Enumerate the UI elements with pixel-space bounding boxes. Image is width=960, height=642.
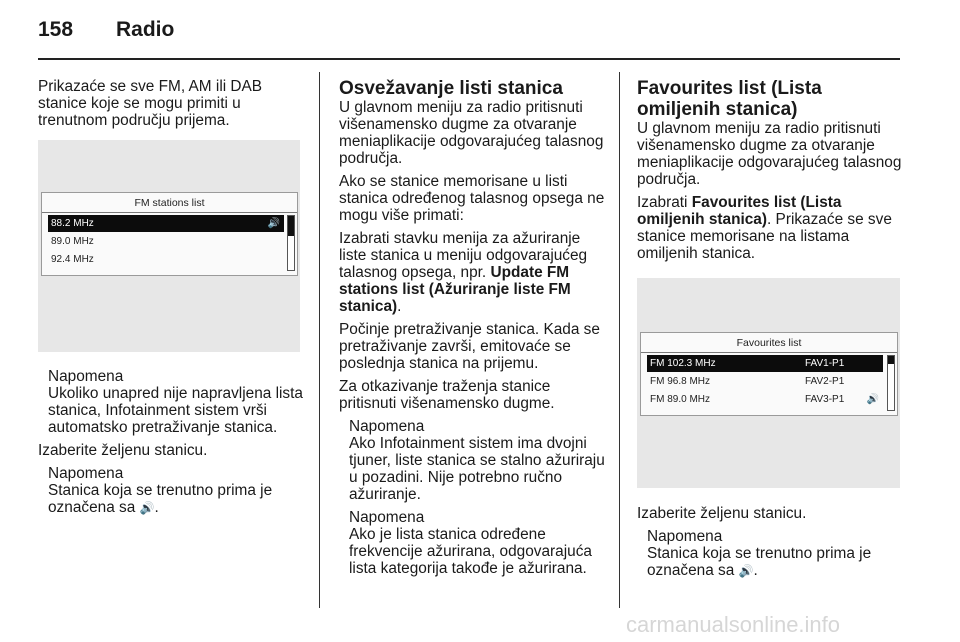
menu-item-label: Update FM stations list (Ažuriranje liste FM stanica): [339, 264, 571, 315]
station-row-selected[interactable]: [48, 215, 284, 232]
paragraph-text: Izabrati: [637, 194, 688, 211]
panel-title: Favourites list: [736, 337, 802, 349]
menu-item-label: Favourites list (Lista omiljenih stanica): [637, 194, 842, 228]
scrollbar[interactable]: [287, 215, 295, 271]
page-title: Radio: [116, 18, 175, 41]
paragraph: Za otkazivanje traženja stanice pritisnuti višenamensko dugme.: [339, 378, 555, 412]
favourites-screen-photo: [637, 278, 900, 488]
scrollbar-thumb[interactable]: [288, 216, 294, 236]
favourite-row-selected[interactable]: [647, 355, 883, 372]
station-frequency: FM 96.8 MHz: [650, 376, 711, 387]
column-3-lower: [637, 505, 909, 586]
favourite-slot: FAV1-P1: [805, 358, 845, 369]
paragraph: U glavnom meniju za radio pritisnuti višenamensko dugme za otvaranje meniaplikacije odgovarajućeg talasnog područja.: [637, 120, 902, 188]
note-text-body: Stanica koja se trenutno prima je označena sa: [48, 482, 273, 516]
column-1: [38, 78, 310, 135]
panel-title-line: [641, 352, 897, 353]
note-title: Napomena: [349, 509, 425, 526]
note-title: Napomena: [48, 368, 124, 385]
column-1-lower: [38, 368, 310, 523]
note-text-body: Stanica koja se trenutno prima je označena sa: [647, 545, 872, 579]
choose-station-text: Izaberite željenu stanicu.: [38, 442, 208, 459]
favourites-panel: [640, 332, 898, 416]
paragraph: Počinje pretraživanje stanica. Kada se pretraživanje završi, emitovaće se poslednja stanica na prijemu.: [339, 321, 600, 372]
section-heading: Favourites list (Lista omiljenih stanica): [637, 78, 822, 120]
paragraph-text: . Prikazaće se sve stanice memorisane na listama omiljenih stanica.: [637, 211, 892, 262]
paragraph: [339, 230, 611, 315]
note-title: Napomena: [48, 465, 124, 482]
scrollbar[interactable]: [887, 355, 895, 411]
station-row[interactable]: [48, 233, 284, 250]
note-box: [349, 418, 611, 577]
note-text: Stanica koja se trenutno prima je označena sa 🔊.: [647, 545, 872, 579]
section-heading: Osvežavanje listi stanica: [339, 78, 563, 99]
paragraph: U glavnom meniju za radio pritisnuti višenamensko dugme za otvaranje meniaplikacije odgovarajućeg talasnog područja.: [339, 99, 604, 167]
panel-title: FM stations list: [134, 197, 205, 209]
station-frequency: FM 89.0 MHz: [650, 394, 711, 405]
choose-station-text: Izaberite željenu stanicu.: [637, 505, 807, 522]
note-text: Ako Infotainment sistem ima dvojni tjuner, liste stanica se stalno ažuriraju u pozadini. Nije potrebno ručno ažuriranje.: [349, 435, 605, 503]
note-title: Napomena: [349, 418, 425, 435]
paragraph: [637, 194, 909, 262]
column-divider-1: [319, 72, 320, 608]
station-frequency: FM 102.3 MHz: [650, 358, 716, 369]
speaker-icon: 🔊: [738, 564, 754, 578]
paragraph: Ako se stanice memorisane u listi stanica određenog talasnog opsega ne mogu više primati:: [339, 173, 605, 224]
note-text: Ukoliko unapred nije napravljena lista stanica, Infotainment sistem vrši automatsko pretraživanje stanica.: [48, 385, 303, 436]
panel-title-line: [42, 212, 297, 213]
scrollbar-thumb[interactable]: [888, 356, 894, 364]
column-3: [637, 78, 909, 268]
note-box: [48, 465, 310, 517]
station-frequency: 89.0 MHz: [51, 236, 94, 247]
fm-stations-screen-photo: [38, 140, 300, 352]
note-text: Stanica koja se trenutno prima je označena sa 🔊.: [48, 482, 273, 516]
favourite-row[interactable]: [647, 391, 883, 408]
speaker-icon: 🔊: [267, 218, 280, 229]
intro-paragraph: Prikazaće se sve FM, AM ili DAB stanice koje se mogu primiti u trenutnom području prijema.: [38, 78, 263, 129]
speaker-icon: 🔊: [866, 394, 879, 405]
favourite-slot: FAV3-P1: [805, 394, 845, 405]
note-box: [647, 528, 909, 580]
favourite-slot: FAV2-P1: [805, 376, 845, 387]
station-row[interactable]: [48, 251, 284, 268]
column-divider-2: [619, 72, 620, 608]
station-frequency: 88.2 MHz: [51, 218, 94, 229]
watermark: carmanualsonline.info: [626, 612, 841, 637]
favourite-row[interactable]: [647, 373, 883, 390]
column-2: [339, 78, 611, 583]
note-title: Napomena: [647, 528, 723, 545]
note-text: Ako je lista stanica određene frekvencije ažurirana, odgovarajuća lista kategorija takođe je ažurirana.: [349, 526, 592, 577]
page-number: 158: [38, 18, 74, 41]
header-rule: [38, 58, 900, 60]
note-box: [48, 368, 310, 436]
paragraph-text: Izabrati stavku menija za ažuriranje liste stanica u meniju odgovarajućeg talasnog opsega, npr.: [339, 230, 588, 281]
station-frequency: 92.4 MHz: [51, 254, 94, 265]
paragraph-text: .: [397, 298, 402, 315]
fm-stations-panel: [41, 192, 298, 276]
speaker-icon: 🔊: [139, 501, 155, 515]
